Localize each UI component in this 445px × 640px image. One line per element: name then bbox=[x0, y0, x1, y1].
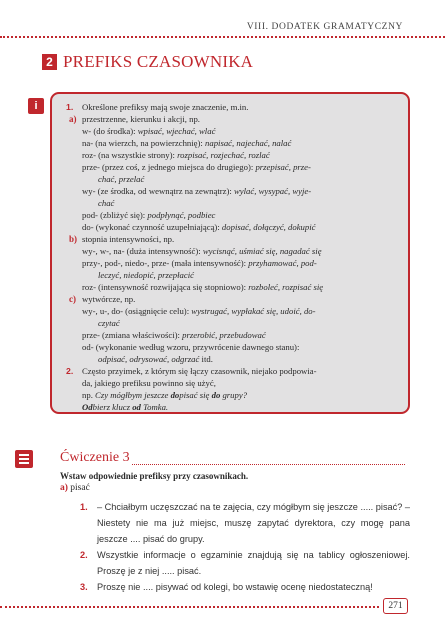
subpoint-letter: a) bbox=[69, 114, 77, 124]
exercise-instruction: Wstaw odpowiednie prefiksy przy czasownikach. bbox=[60, 471, 249, 481]
subpoint-letter: b) bbox=[69, 234, 78, 244]
example-line-continued: chać, przelać bbox=[98, 174, 145, 184]
example-line: roz- (intensywność rozwijająca się stopniowo): rozboleć, rozpisać się bbox=[82, 282, 324, 292]
subpoint-text: przestrzenne, kierunku i akcji, np. bbox=[82, 114, 200, 124]
exercise-list-icon bbox=[15, 450, 33, 468]
subpoint-text: wytwórcze, np. bbox=[82, 294, 136, 304]
example-line: w- (do środka): wpisać, wjechać, wlać bbox=[82, 126, 216, 136]
example-line: prze- (zmiana właściwości): przerobić, przebudować bbox=[82, 330, 266, 340]
bottom-dotted-rule bbox=[0, 606, 379, 608]
example-sentence: Odbierz klucz od Tomka. bbox=[82, 402, 169, 412]
top-dotted-rule bbox=[0, 36, 445, 38]
example-line: przy-, pod-, niedo-, prze- (mała intensywność): przyhamować, pod- bbox=[82, 258, 317, 268]
running-header: VIII. DODATEK GRAMATYCZNY bbox=[246, 22, 403, 32]
example-line: roz- (na wszystkie strony): rozpisać, rozjechać, rozlać bbox=[82, 150, 270, 160]
example-line: wy-, u-, do- (osiągnięcie celu): wystrugać, wypłakać się, udoić, do- bbox=[82, 306, 316, 316]
subpoint-text: stopnia intensywności, np. bbox=[82, 234, 175, 244]
exercise-subheading: a) pisać bbox=[60, 483, 90, 493]
example-line: wy-, w-, na- (duża intensywność): wycisnąć, uśmiać się, nagadać się bbox=[82, 246, 322, 256]
grammar-info-box bbox=[50, 92, 410, 414]
example-line: wy- (ze środka, od wewnątrz na zewnątrz): wylać, wysypać, wyje- bbox=[82, 186, 312, 196]
section-title: PREFIKS CZASOWNIKA bbox=[63, 52, 254, 71]
point-text: da, jakiego prefiksu powinno się użyć, bbox=[82, 378, 216, 388]
page-number: 271 bbox=[383, 598, 408, 614]
example-line: na- (na wierzch, na powierzchnię): napisać, najechać, nalać bbox=[82, 138, 292, 148]
info-icon: i bbox=[28, 98, 44, 114]
example-line-continued: chać bbox=[98, 198, 115, 208]
example-line-continued: odpisać, odrysować, odgrzać itd. bbox=[98, 354, 213, 364]
point-intro: Określone prefiksy mają swoje znaczenie, m.in. bbox=[82, 102, 249, 112]
example-line: od- (wykonanie według wzoru, przywrócenie dawnego stanu): bbox=[82, 342, 300, 352]
example-line: prze- (przez coś, z jednego miejsca do drugiego): przepisać, prze- bbox=[82, 162, 311, 172]
example-line-continued: czytać bbox=[98, 318, 120, 328]
exercise-item: 3. Proszę nie .... pisywać od kolegi, bo wstawię ocenę niedostateczną! bbox=[80, 582, 373, 592]
subpoint-letter: c) bbox=[69, 294, 76, 304]
exercise-items bbox=[80, 499, 410, 595]
example-line: do- (wykonać czynność uzupełniającą): dopisać, dołączyć, dokupić bbox=[82, 222, 316, 232]
example-sentence: np. Czy mógłbym jeszcze dopisać się do grupy? bbox=[82, 390, 248, 400]
exercise-title: Ćwiczenie 3 bbox=[60, 450, 130, 465]
exercise-item: 2. Wszystkie informacje o egzaminie znajdują się na tablicy ogłoszeniowej. Proszę je z niej ..... pisać. bbox=[80, 550, 410, 576]
section-number-badge: 2 bbox=[42, 54, 57, 70]
exercise-item: 1. – Chciałbym uczęszczać na te zajęcia, czy mógłbym się jeszcze ..... pisać? – Niestety nie ma już miejsc, muszę zapytać dyrektora, czy mogę pana jeszcze .... pisać do grupy. bbox=[80, 502, 411, 544]
example-line-continued: leczyć, niedopić, przepłacić bbox=[98, 270, 195, 280]
point-text: Często przyimek, z którym się łączy czasownik, niejako podpowia- bbox=[82, 366, 317, 376]
exercise-dotted-rule bbox=[132, 464, 405, 465]
example-line: pod- (zbliżyć się): podpłynąć, podbiec bbox=[82, 210, 216, 220]
point-number: 1. bbox=[66, 102, 74, 112]
point-number: 2. bbox=[66, 366, 74, 376]
